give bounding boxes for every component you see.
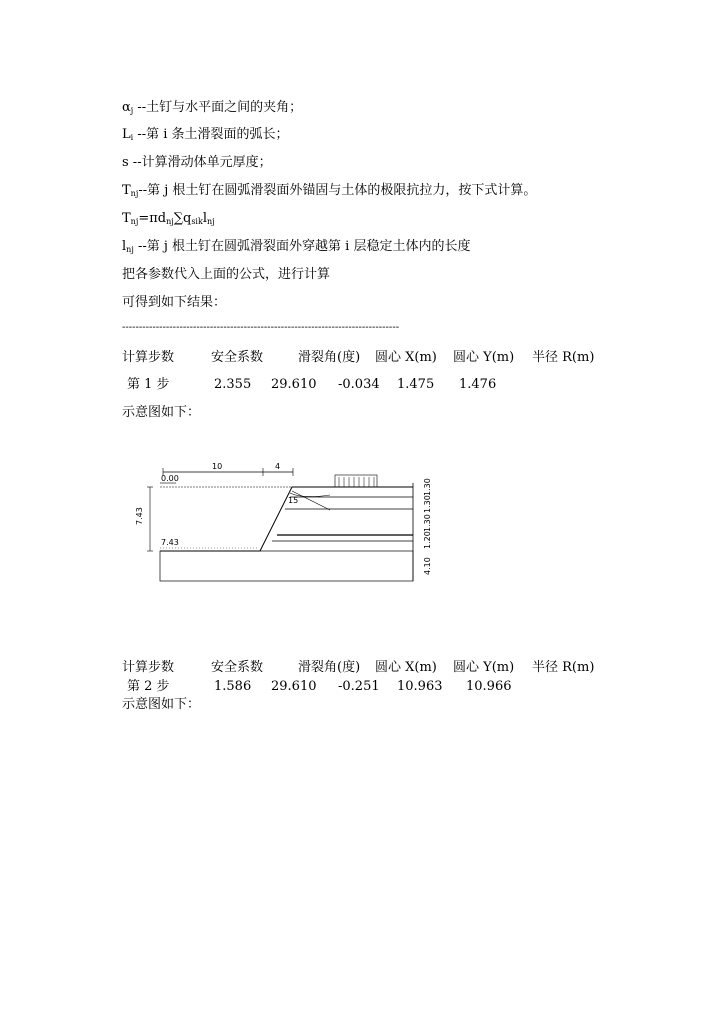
layer-label: 1.30 xyxy=(423,514,432,532)
surcharge-load xyxy=(335,475,377,487)
layer-label: 1.20 xyxy=(423,531,432,549)
header-step: 计算步数 xyxy=(122,350,175,365)
dim-label-10: 10 xyxy=(212,462,223,471)
cell-safety: 1.586 xyxy=(214,679,252,694)
header-cx: 圆心 X(m) xyxy=(375,350,437,365)
dim-label-4: 4 xyxy=(275,462,281,471)
definition-alpha: $\alpha_j$ --土钉与水平面之间的夹角； xyxy=(122,100,303,115)
cell-angle: 29.610 xyxy=(271,377,317,392)
cell-cy: 10.963 xyxy=(397,679,443,694)
header-step: 计算步数 xyxy=(122,660,175,675)
layer-label: 4.10 xyxy=(423,557,432,575)
angle-label: 15 xyxy=(288,496,299,505)
result-intro: 可得到如下结果： xyxy=(122,295,227,310)
header-angle: 滑裂角(度) xyxy=(298,660,361,675)
layer-label: 1.30 xyxy=(423,478,432,496)
slope-diagram xyxy=(130,455,450,590)
cell-cx: -0.251 xyxy=(338,679,380,694)
definition-l: $l_{nj}$ --第 j 根土钉在圆弧滑裂面外穿越第 i 层稳定土体内的长度 xyxy=(122,239,471,254)
header-r: 半径 R(m) xyxy=(532,660,595,675)
cell-safety: 2.355 xyxy=(214,377,252,392)
header-cy: 圆心 Y(m) xyxy=(453,350,515,365)
definition-L: $L_i$ --第 i 条土滑裂面的弧长； xyxy=(122,127,289,142)
header-cy: 圆心 Y(m) xyxy=(453,660,515,675)
soil-base xyxy=(160,551,413,581)
formula-T: $T_{nj}=\pi d_{nj}\sum q_{sik}l_{nj}$ xyxy=(122,211,215,226)
elev-bottom-label: 7.43 xyxy=(161,538,179,547)
cell-angle: 29.610 xyxy=(271,679,317,694)
slope-profile xyxy=(160,487,413,551)
header-angle: 滑裂角(度) xyxy=(298,350,361,365)
height-label: 7.43 xyxy=(135,507,144,525)
definition-s: s --计算滑动体单元厚度； xyxy=(122,155,272,170)
cell-r: 10.966 xyxy=(466,679,512,694)
definition-T: $T_{nj}--$第 j 根土钉在圆弧滑裂面外锚固与土体的极限抗拉力，按下式计算。 xyxy=(122,183,537,198)
cell-step: 第 1 步 xyxy=(127,377,170,392)
header-cx: 圆心 X(m) xyxy=(375,660,437,675)
header-safety: 安全系数 xyxy=(211,660,264,675)
instruction-text: 把各参数代入上面的公式，进行计算 xyxy=(122,267,331,282)
separator-line: ---------------------------------------------------------------------------------- xyxy=(122,322,400,333)
layer-label: 1.30 xyxy=(423,495,432,513)
diagram-caption-1: 示意图如下： xyxy=(122,405,201,420)
cell-cy: 1.475 xyxy=(397,377,435,392)
elev-top-label: 0.00 xyxy=(161,474,179,483)
diagram-caption-2: 示意图如下： xyxy=(122,697,201,712)
header-safety: 安全系数 xyxy=(211,350,264,365)
cell-cx: -0.034 xyxy=(338,377,380,392)
cell-step: 第 2 步 xyxy=(127,679,170,694)
cell-r: 1.476 xyxy=(459,377,497,392)
header-r: 半径 R(m) xyxy=(532,350,595,365)
